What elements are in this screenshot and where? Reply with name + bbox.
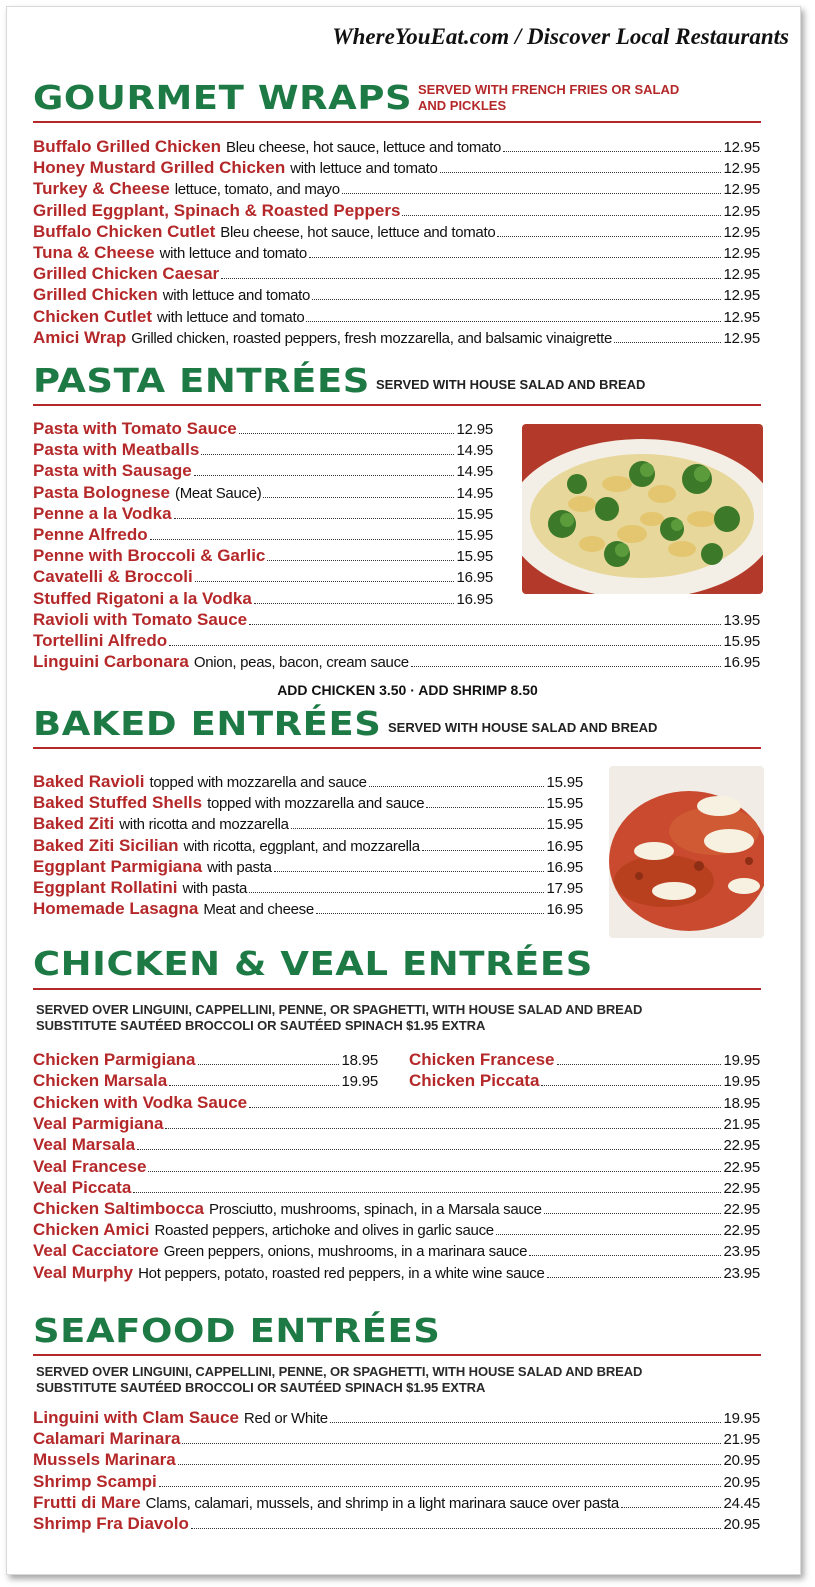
menu-item xyxy=(33,609,760,630)
menu-item xyxy=(33,630,760,651)
menu-item xyxy=(33,136,760,157)
menu-item xyxy=(33,418,493,439)
menu-item xyxy=(33,1177,760,1198)
item-price: 12.95 xyxy=(723,266,760,284)
item-name: Veal Piccata xyxy=(33,1177,132,1197)
item-name: Tortellini Alfredo xyxy=(33,631,168,651)
item-price: 18.95 xyxy=(341,1052,378,1069)
menu-item xyxy=(33,157,760,178)
item-price: 19.95 xyxy=(723,1410,760,1427)
dot-leader xyxy=(195,581,455,582)
dot-leader xyxy=(137,1149,721,1150)
item-name: Cavatelli & Broccoli xyxy=(33,567,193,587)
dot-leader xyxy=(159,1486,722,1487)
dot-leader xyxy=(369,786,545,787)
item-description: (Meat Sauce) xyxy=(175,484,262,502)
wraps-list xyxy=(33,136,760,348)
dot-leader xyxy=(316,913,545,914)
item-name: Baked Ravioli xyxy=(33,772,145,791)
item-price: 16.95 xyxy=(456,590,493,608)
item-price: 16.95 xyxy=(723,654,760,672)
menu-item xyxy=(33,1156,760,1177)
item-description: Prosciutto, mushrooms, spinach, in a Marsala sauce xyxy=(209,1200,542,1218)
menu-item xyxy=(33,813,583,834)
dot-leader xyxy=(221,278,721,279)
item-name: Baked Ziti xyxy=(33,814,115,834)
item-price: 15.95 xyxy=(723,633,760,651)
menu-item xyxy=(33,503,493,524)
dot-leader xyxy=(182,1443,721,1444)
item-name: Calamari Marinara xyxy=(33,1429,181,1449)
item-name: Pasta with Meatballs xyxy=(33,440,200,460)
pasta-list-long xyxy=(33,609,760,673)
item-name: Buffalo Chicken Cutlet xyxy=(33,221,216,241)
baked-subtitle: SERVED WITH HOUSE SALAD AND BREAD xyxy=(388,720,658,735)
item-name: Penne with Broccoli & Garlic xyxy=(33,546,266,566)
menu-item xyxy=(33,178,760,199)
item-price: 24.45 xyxy=(723,1494,760,1512)
chicken-title: CHICKEN & VEAL ENTRÉES xyxy=(33,944,593,983)
dot-leader xyxy=(503,151,721,152)
item-price: 15.95 xyxy=(456,548,493,566)
item-name: Turkey & Cheese xyxy=(33,179,170,199)
menu-item xyxy=(33,242,760,263)
item-description: Hot peppers, potato, roasted red peppers, in a white wine sauce xyxy=(138,1264,545,1282)
item-description: Meat and cheese xyxy=(203,901,314,919)
menu-item xyxy=(33,524,493,545)
item-name: Chicken Parmigiana xyxy=(33,1050,196,1069)
item-description: with pasta xyxy=(207,858,272,876)
dot-leader xyxy=(249,1107,721,1108)
dot-leader xyxy=(169,645,721,646)
dot-leader xyxy=(557,1064,722,1065)
dot-leader xyxy=(194,475,455,476)
item-name: Mussels Marinara xyxy=(33,1450,176,1470)
item-name: Eggplant Parmigiana xyxy=(33,856,203,876)
item-price: 17.95 xyxy=(546,879,583,897)
item-price: 12.95 xyxy=(723,139,760,156)
wraps-rule xyxy=(33,121,761,123)
item-name: Chicken Cutlet xyxy=(33,306,153,326)
menu-item xyxy=(33,327,760,348)
item-price: 19.95 xyxy=(723,1052,760,1069)
dot-leader xyxy=(239,433,455,434)
menu-item xyxy=(33,1407,760,1428)
item-description: Bleu cheese, hot sauce, lettuce and tomato xyxy=(225,139,502,156)
item-name: Chicken with Vodka Sauce xyxy=(33,1093,248,1112)
item-name: Grilled Eggplant, Spinach & Roasted Peppers xyxy=(33,200,401,220)
menu-item xyxy=(33,898,583,919)
item-name: Frutti di Mare xyxy=(33,1492,141,1512)
item-name: Pasta with Sausage xyxy=(33,461,192,481)
dot-leader xyxy=(541,1085,721,1086)
item-price: 14.95 xyxy=(456,442,493,460)
chicken-list xyxy=(33,1092,760,1283)
item-price: 22.95 xyxy=(723,1137,760,1155)
item-name: Eggplant Rollatini xyxy=(33,877,178,897)
seafood-title: SEAFOOD ENTRÉES xyxy=(33,1311,441,1350)
item-description: lettuce, tomato, and mayo xyxy=(174,181,340,199)
item-name: Veal Parmigiana xyxy=(33,1114,164,1134)
item-name: Shrimp Scampi xyxy=(33,1471,157,1491)
item-name: Veal Marsala xyxy=(33,1135,136,1155)
item-name: Grilled Chicken xyxy=(33,285,158,305)
chicken-rule xyxy=(33,988,761,990)
item-price: 12.95 xyxy=(723,223,760,241)
item-price: 12.95 xyxy=(723,181,760,199)
menu-item xyxy=(33,835,583,856)
menu-item xyxy=(33,792,583,813)
baked-rule xyxy=(33,747,761,749)
item-description: with ricotta and mozzarella xyxy=(119,816,289,834)
item-price: 20.95 xyxy=(723,1452,760,1470)
menu-item xyxy=(33,482,493,503)
item-price: 15.95 xyxy=(456,505,493,523)
dot-leader xyxy=(148,1171,721,1172)
item-price: 12.95 xyxy=(723,244,760,262)
item-price: 12.95 xyxy=(723,202,760,220)
dot-leader xyxy=(306,321,721,322)
stuffed-shells-photo xyxy=(609,766,764,938)
item-name: Baked Ziti Sicilian xyxy=(33,835,179,855)
dot-leader xyxy=(402,215,721,216)
dot-leader xyxy=(496,1234,722,1235)
menu-item xyxy=(409,1070,760,1091)
item-name: Ravioli with Tomato Sauce xyxy=(33,610,248,629)
item-price: 15.95 xyxy=(456,526,493,544)
dot-leader xyxy=(544,1213,722,1214)
menu-item xyxy=(33,263,760,284)
item-price: 16.95 xyxy=(546,901,583,919)
menu-item xyxy=(33,306,760,327)
dot-leader xyxy=(249,624,721,625)
item-name: Penne Alfredo xyxy=(33,524,148,544)
menu-item xyxy=(33,856,583,877)
seafood-note-1: SERVED OVER LINGUINI, CAPPELLINI, PENNE, OR SPAGHETTI, WITH HOUSE SALAD AND BREAD xyxy=(36,1364,643,1379)
item-price: 21.95 xyxy=(723,1116,760,1134)
dot-leader xyxy=(621,1507,721,1508)
dot-leader xyxy=(529,1255,721,1256)
dot-leader xyxy=(133,1192,721,1193)
pasta-broccoli-photo xyxy=(522,424,763,594)
dot-leader xyxy=(165,1128,721,1129)
item-price: 14.95 xyxy=(456,463,493,481)
item-name: Pasta with Tomato Sauce xyxy=(33,419,237,438)
menu-item xyxy=(33,651,760,672)
item-name: Chicken Amici xyxy=(33,1220,150,1240)
item-description: Green peppers, onions, mushrooms, in a marinara sauce xyxy=(163,1243,528,1261)
item-name: Stuffed Rigatoni a la Vodka xyxy=(33,588,252,608)
item-description: with lettuce and tomato xyxy=(157,308,305,326)
item-price: 15.95 xyxy=(546,816,583,834)
seafood-note-2: SUBSTITUTE SAUTÉED BROCCOLI OR SAUTÉED SPINACH $1.95 EXTRA xyxy=(36,1380,486,1395)
item-price: 12.95 xyxy=(723,160,760,178)
item-price: 21.95 xyxy=(723,1431,760,1449)
item-name: Chicken Francese xyxy=(409,1050,555,1069)
dot-leader xyxy=(254,603,455,604)
menu-item xyxy=(33,566,493,587)
item-price: 19.95 xyxy=(723,1073,760,1091)
menu-item xyxy=(33,1070,378,1091)
item-description: with ricotta, eggplant, and mozzarella xyxy=(183,837,420,855)
pasta-addons: ADD CHICKEN 3.50 · ADD SHRIMP 8.50 xyxy=(277,682,538,698)
dot-leader xyxy=(249,892,544,893)
dot-leader xyxy=(267,560,454,561)
item-price: 23.95 xyxy=(723,1264,760,1282)
dot-leader xyxy=(309,257,722,258)
item-description: topped with mozzarella and sauce xyxy=(207,795,425,813)
dot-leader xyxy=(497,236,721,237)
item-price: 15.95 xyxy=(546,774,583,791)
item-price: 16.95 xyxy=(546,858,583,876)
item-description: with pasta xyxy=(182,879,248,897)
baked-title: BAKED ENTRÉES xyxy=(33,704,382,743)
item-name: Penne a la Vodka xyxy=(33,503,172,523)
dot-leader xyxy=(312,299,721,300)
menu-item xyxy=(33,1492,760,1513)
item-price: 22.95 xyxy=(723,1158,760,1176)
item-price: 23.95 xyxy=(723,1243,760,1261)
item-description: Red or White xyxy=(243,1410,328,1427)
item-name: Grilled Chicken Caesar xyxy=(33,264,220,284)
menu-item xyxy=(33,1219,760,1240)
item-price: 12.95 xyxy=(723,308,760,326)
item-description: topped with mozzarella and sauce xyxy=(149,774,367,791)
item-description: Grilled chicken, roasted peppers, fresh mozzarella, and balsamic vinaigrette xyxy=(131,329,612,347)
menu-item xyxy=(33,439,493,460)
item-description: with lettuce and tomato xyxy=(159,244,307,262)
menu-item xyxy=(33,1262,760,1283)
menu-item xyxy=(33,1134,760,1155)
dot-leader xyxy=(426,807,544,808)
item-name: Shrimp Fra Diavolo xyxy=(33,1513,189,1533)
item-price: 20.95 xyxy=(723,1515,760,1533)
seafood-rule xyxy=(33,1354,761,1356)
item-name: Linguini with Clam Sauce xyxy=(33,1408,239,1427)
chicken-list-left xyxy=(33,1049,378,1091)
item-name: Linguini Carbonara xyxy=(33,652,189,672)
dot-leader xyxy=(614,342,721,343)
item-price: 19.95 xyxy=(341,1073,378,1091)
item-price: 22.95 xyxy=(723,1179,760,1197)
item-price: 12.95 xyxy=(723,329,760,347)
item-price: 12.95 xyxy=(723,287,760,305)
dot-leader xyxy=(291,828,545,829)
baked-list xyxy=(33,771,583,919)
dot-leader xyxy=(174,518,455,519)
menu-item xyxy=(33,877,583,898)
dot-leader xyxy=(169,1085,339,1086)
item-name: Veal Cacciatore xyxy=(33,1241,159,1261)
item-name: Chicken Piccata xyxy=(409,1071,540,1091)
dot-leader xyxy=(263,497,454,498)
item-description: Bleu cheese, hot sauce, lettuce and tomato xyxy=(220,223,496,241)
pasta-subtitle: SERVED WITH HOUSE SALAD AND BREAD xyxy=(376,377,646,392)
menu-item xyxy=(33,221,760,242)
item-description: Clams, calamari, mussels, and shrimp in a light marinara sauce over pasta xyxy=(145,1494,619,1512)
menu-item xyxy=(33,1428,760,1449)
item-name: Pasta Bolognese xyxy=(33,482,170,502)
seafood-list xyxy=(33,1407,760,1534)
item-price: 22.95 xyxy=(723,1200,760,1218)
item-description: with lettuce and tomato xyxy=(162,287,311,305)
pasta-title: PASTA ENTRÉES xyxy=(33,361,370,400)
item-price: 15.95 xyxy=(546,795,583,813)
pasta-list-short xyxy=(33,418,493,609)
chicken-note-1: SERVED OVER LINGUINI, CAPPELLINI, PENNE, OR SPAGHETTI, WITH HOUSE SALAD AND BREAD xyxy=(36,1002,643,1017)
dot-leader xyxy=(201,454,454,455)
dot-leader xyxy=(342,193,722,194)
item-price: 22.95 xyxy=(723,1222,760,1240)
wraps-subtitle-2: AND PICKLES xyxy=(418,98,507,113)
dot-leader xyxy=(330,1422,722,1423)
wraps-title: GOURMET WRAPS xyxy=(33,78,413,117)
dot-leader xyxy=(422,850,545,851)
menu-item xyxy=(33,1471,760,1492)
menu-item xyxy=(33,1513,760,1534)
dot-leader xyxy=(547,1277,722,1278)
dot-leader xyxy=(411,666,722,667)
item-price: 14.95 xyxy=(456,484,493,502)
menu-item xyxy=(409,1049,760,1070)
dot-leader xyxy=(198,1064,340,1065)
menu-item xyxy=(33,771,583,792)
item-description: Roasted peppers, artichoke and olives in garlic sauce xyxy=(154,1222,494,1240)
menu-item xyxy=(33,200,760,221)
dot-leader xyxy=(440,172,722,173)
dot-leader xyxy=(150,539,455,540)
item-price: 12.95 xyxy=(456,421,493,438)
item-name: Veal Murphy xyxy=(33,1262,134,1282)
pasta-rule xyxy=(33,404,761,406)
menu-item xyxy=(33,1449,760,1470)
chicken-list-right xyxy=(409,1049,760,1091)
item-price: 16.95 xyxy=(546,837,583,855)
item-name: Amici Wrap xyxy=(33,327,127,347)
dot-leader xyxy=(274,871,545,872)
menu-item xyxy=(33,1240,760,1261)
item-price: 16.95 xyxy=(456,569,493,587)
chicken-note-2: SUBSTITUTE SAUTÉED BROCCOLI OR SAUTÉED SPINACH $1.95 EXTRA xyxy=(36,1018,486,1033)
item-name: Chicken Marsala xyxy=(33,1071,168,1091)
item-name: Veal Francese xyxy=(33,1156,147,1176)
wraps-subtitle-1: SERVED WITH FRENCH FRIES OR SALAD xyxy=(418,82,680,97)
item-price: 18.95 xyxy=(723,1095,760,1112)
menu-item xyxy=(33,545,493,566)
item-description: with lettuce and tomato xyxy=(290,160,438,178)
item-name: Chicken Saltimbocca xyxy=(33,1198,205,1218)
item-name: Homemade Lasagna xyxy=(33,899,199,919)
item-name: Baked Stuffed Shells xyxy=(33,793,203,813)
dot-leader xyxy=(191,1528,722,1529)
item-description: Onion, peas, bacon, cream sauce xyxy=(193,654,409,672)
item-name: Tuna & Cheese xyxy=(33,242,155,262)
menu-item xyxy=(33,284,760,305)
item-name: Buffalo Grilled Chicken xyxy=(33,137,221,156)
item-name: Honey Mustard Grilled Chicken xyxy=(33,158,286,178)
menu-item xyxy=(33,588,493,609)
site-title: WhereYouEat.com / Discover Local Restaurants xyxy=(332,24,789,49)
menu-item xyxy=(33,1049,378,1070)
dot-leader xyxy=(178,1464,722,1465)
menu-item xyxy=(33,1198,760,1219)
item-price: 20.95 xyxy=(723,1473,760,1491)
menu-item xyxy=(33,1113,760,1134)
menu-item xyxy=(33,460,493,481)
menu-item xyxy=(33,1092,760,1113)
item-price: 13.95 xyxy=(723,612,760,629)
